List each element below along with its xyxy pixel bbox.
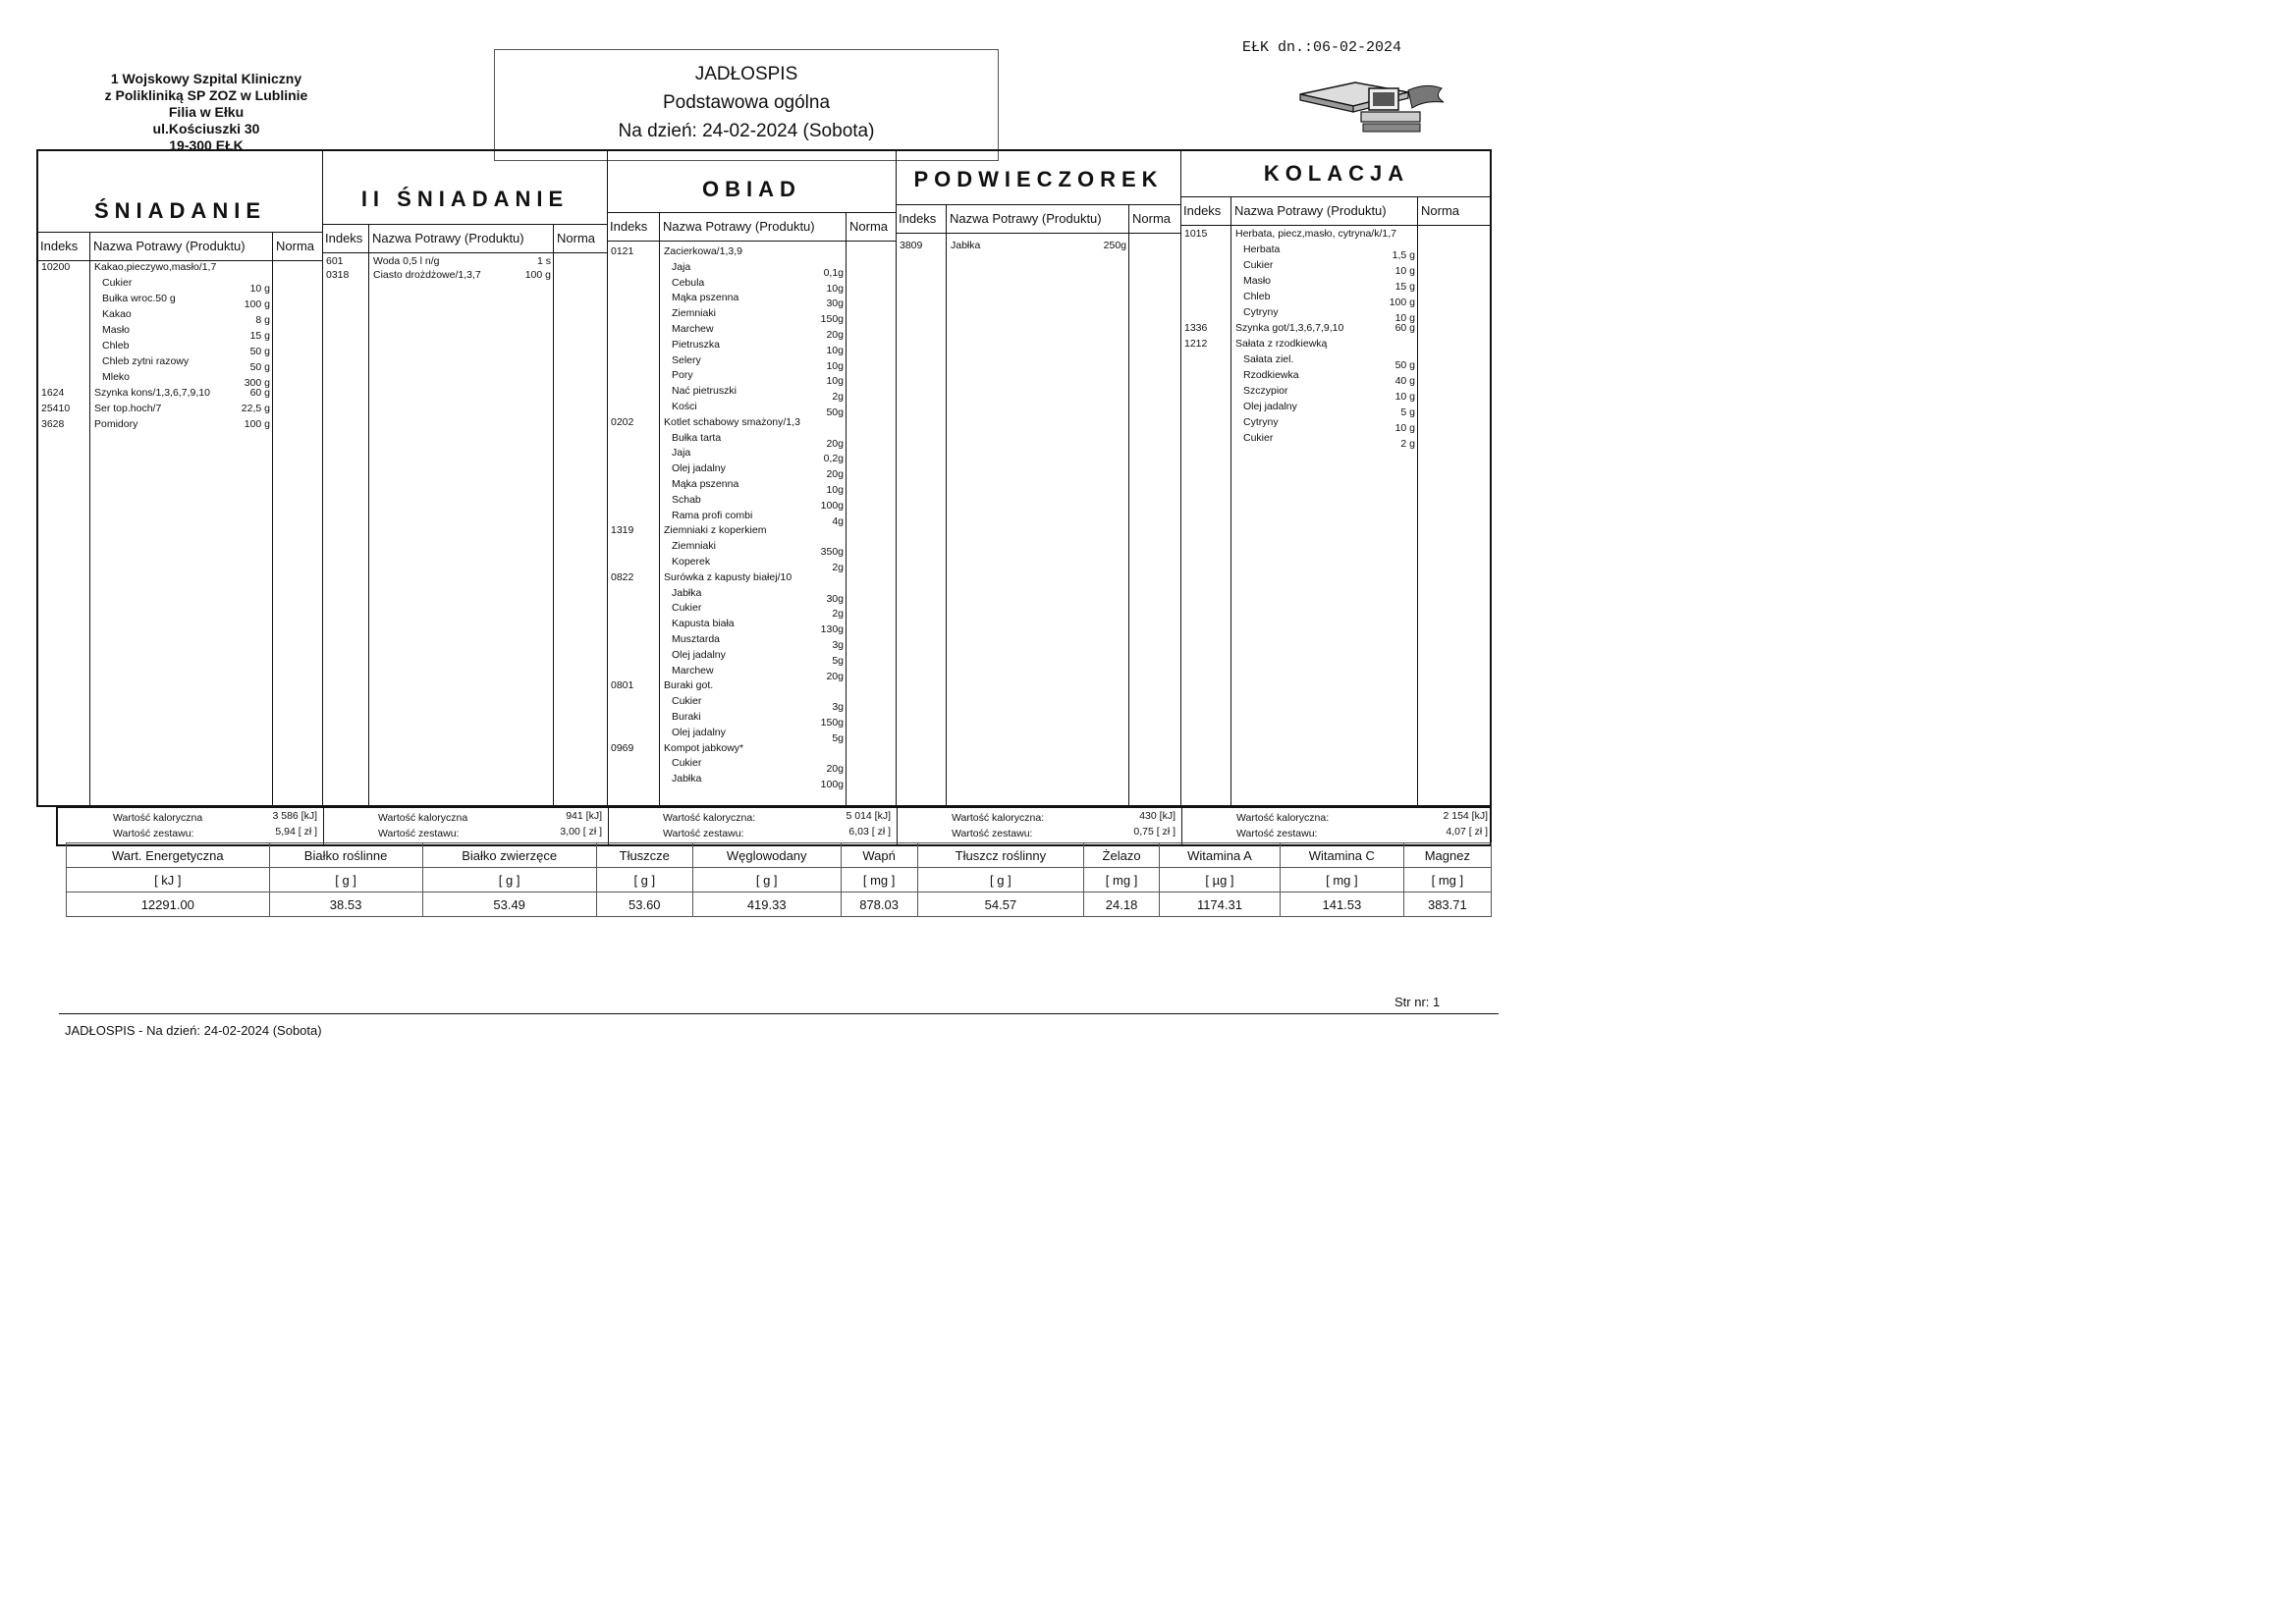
- row-norma: 10 g: [1394, 312, 1415, 324]
- header-index: Indeks: [610, 219, 648, 234]
- column-divider: [1417, 196, 1418, 805]
- row-index: 1015: [1184, 228, 1208, 240]
- meal-column: [608, 151, 897, 805]
- row-norma: 100g: [820, 779, 844, 791]
- row-product: Szynka kons/1,3,6,7,9,10: [94, 387, 210, 399]
- row-product: Schab: [672, 493, 701, 506]
- row-index: 1319: [611, 524, 634, 537]
- row-product: Woda 0,5 l n/g: [373, 255, 440, 267]
- hospital-line: Filia w Ełku: [168, 104, 245, 120]
- row-norma: 150g: [820, 313, 844, 326]
- footer-text: JADŁOSPIS - Na dzień: 24-02-2024 (Sobota): [65, 1023, 322, 1038]
- summary-value: 3,00 [ zł ]: [560, 826, 602, 838]
- row-norma: 3g: [832, 701, 844, 714]
- row-product: Ziemniaki: [672, 540, 716, 553]
- meal-name: II ŚNIADANIE: [360, 187, 570, 211]
- hospital-line: 19-300 EŁK: [169, 137, 244, 153]
- nutrition-value: 878.03: [841, 893, 917, 917]
- row-norma: 130g: [820, 623, 844, 636]
- row-product: Sałata z rzodkiewką: [1235, 338, 1328, 350]
- nutrition-label: Witamina A: [1159, 843, 1280, 868]
- row-norma: 10g: [826, 375, 844, 388]
- meal-name: KOLACJA: [1263, 161, 1410, 186]
- row-norma: 15 g: [1394, 281, 1415, 293]
- nutrition-label: Białko zwierzęce: [422, 843, 596, 868]
- nutrition-unit: [ mg ]: [1084, 868, 1160, 893]
- row-product: Chleb: [1243, 291, 1271, 302]
- row-product: Mleko: [102, 371, 131, 383]
- row-product: Mąka pszenna: [672, 478, 739, 490]
- summary-value: 3 586 [kJ]: [272, 810, 317, 822]
- nutrition-value: 54.57: [917, 893, 1084, 917]
- row-index: 0969: [611, 741, 634, 754]
- row-product: Musztarda: [672, 633, 721, 645]
- nutrition-unit: [ g ]: [917, 868, 1084, 893]
- row-product: Bułka tarta: [672, 431, 722, 444]
- row-norma: 100 g: [524, 269, 551, 281]
- row-product: Cukier: [672, 757, 702, 770]
- summary-value: 430 [kJ]: [1139, 810, 1175, 822]
- row-product: Szczypior: [1243, 385, 1288, 397]
- nutrition-label: Węglowodany: [692, 843, 841, 868]
- menu-table: [36, 149, 1492, 807]
- header-norma: Norma: [1421, 203, 1460, 218]
- row-norma: 20g: [826, 763, 844, 776]
- header-name: Nazwa Potrawy (Produktu): [372, 231, 524, 245]
- row-norma: 15 g: [249, 330, 270, 342]
- row-norma: 10 g: [249, 283, 270, 295]
- row-norma: 5g: [832, 654, 844, 667]
- meal-column: [897, 151, 1181, 805]
- row-norma: 20g: [826, 437, 844, 450]
- computer-book-icon: [1298, 81, 1446, 135]
- nutrition-unit: [ g ]: [692, 868, 841, 893]
- column-header: [1181, 196, 1492, 226]
- summary-label: Wartość kaloryczna: [378, 812, 468, 824]
- row-product: Herbata, piecz,masło, cytryna/k/1,7: [1235, 228, 1396, 240]
- summary-value: 6,03 [ zł ]: [848, 826, 891, 838]
- row-index: 1624: [41, 387, 65, 399]
- row-product: Olej jadalny: [672, 648, 726, 661]
- row-product: Ziemniaki z koperkiem: [664, 524, 767, 537]
- row-index: 0202: [611, 415, 634, 428]
- row-index: 1336: [1184, 322, 1208, 334]
- row-product: Cytryny: [1243, 306, 1279, 318]
- row-norma: 8 g: [255, 314, 270, 326]
- row-product: Herbata: [1243, 243, 1281, 255]
- nutrition-value: 53.60: [596, 893, 692, 917]
- nutrition-label: Magnez: [1403, 843, 1491, 868]
- row-index: 3628: [41, 418, 65, 430]
- meal-name: ŚNIADANIE: [93, 198, 266, 223]
- summary-value: 5 014 [kJ]: [846, 810, 891, 822]
- nutrition-label: Żelazo: [1084, 843, 1160, 868]
- summary-value: 4,07 [ zł ]: [1446, 826, 1488, 838]
- nutrition-label: Białko roślinne: [269, 843, 422, 868]
- row-product: Masło: [102, 324, 131, 336]
- row-product: Ciasto drożdżowe/1,3,7: [373, 269, 481, 281]
- row-norma: 60 g: [249, 387, 270, 399]
- nutrition-label: Tłuszcz roślinny: [917, 843, 1084, 868]
- hospital-line: z Polikliniką SP ZOZ w Lublinie: [104, 87, 308, 103]
- nutrition-table: [66, 842, 1492, 917]
- row-product: Jaja: [672, 447, 691, 460]
- row-product: Kotlet schabowy smażony/1,3: [664, 415, 800, 428]
- row-index: 0801: [611, 679, 634, 692]
- column-header: [323, 224, 607, 253]
- summary-divider: [897, 808, 898, 844]
- column-divider: [553, 224, 554, 805]
- nutrition-value: 53.49: [422, 893, 596, 917]
- row-norma: 20g: [826, 329, 844, 341]
- row-norma: 10g: [826, 359, 844, 372]
- row-norma: 2g: [832, 608, 844, 621]
- row-norma: 150g: [820, 717, 844, 729]
- row-product: Cebula: [672, 276, 705, 289]
- row-product: Olej jadalny: [672, 726, 726, 738]
- row-norma: 10 g: [1394, 265, 1415, 277]
- title-box: [494, 49, 999, 161]
- row-product: Chleb: [102, 340, 130, 352]
- header-index: Indeks: [1183, 203, 1222, 218]
- row-product: Marchew: [672, 664, 714, 676]
- diet-type: Podstawowa ogólna: [662, 92, 831, 113]
- column-divider: [846, 212, 847, 805]
- row-norma: 10 g: [1394, 422, 1415, 434]
- nutrition-label: Tłuszcze: [596, 843, 692, 868]
- row-norma: 100 g: [244, 298, 270, 310]
- hospital-address: [59, 71, 354, 154]
- row-product: Cukier: [1243, 259, 1274, 271]
- row-product: Kakao,pieczywo,masło/1,7: [94, 261, 217, 273]
- summary-label: Wartość kaloryczna: [113, 812, 203, 824]
- column-header: [608, 212, 896, 242]
- row-product: Kakao: [102, 308, 132, 320]
- column-divider: [368, 224, 369, 805]
- row-product: Cukier: [672, 602, 702, 615]
- nutrition-label: Witamina C: [1281, 843, 1404, 868]
- row-product: Buraki: [672, 711, 701, 723]
- row-product: Kości: [672, 401, 697, 412]
- row-norma: 250g: [1103, 240, 1126, 251]
- nutrition-value: 12291.00: [67, 893, 270, 917]
- row-product: Mąka pszenna: [672, 292, 739, 304]
- row-norma: 50 g: [1394, 359, 1415, 371]
- row-norma: 5g: [832, 731, 844, 744]
- row-norma: 0,1g: [823, 266, 844, 279]
- row-product: Chleb zytni razowy: [102, 355, 190, 367]
- row-norma: 100 g: [244, 418, 270, 430]
- meal-column: [1181, 151, 1492, 805]
- hospital-line: ul.Kościuszki 30: [152, 121, 260, 136]
- header-name: Nazwa Potrawy (Produktu): [950, 211, 1102, 226]
- nutrition-value: 141.53: [1281, 893, 1404, 917]
- row-product: Nać pietruszki: [672, 385, 737, 398]
- row-index: 1212: [1184, 338, 1208, 350]
- header-norma: Norma: [276, 239, 315, 253]
- header-norma: Norma: [849, 219, 889, 234]
- row-product: Rama profi combi: [672, 509, 753, 521]
- row-index: 3809: [900, 240, 923, 251]
- nutrition-value: 24.18: [1084, 893, 1160, 917]
- row-product: Cukier: [672, 695, 702, 708]
- page-number: Str nr: 1: [1394, 995, 1441, 1009]
- row-norma: 22,5 g: [241, 403, 270, 414]
- header-norma: Norma: [557, 231, 596, 245]
- row-norma: 10g: [826, 282, 844, 295]
- summary-value: 2 154 [kJ]: [1443, 810, 1488, 822]
- row-product: Pietruszka: [672, 338, 721, 351]
- row-product: Pory: [672, 369, 693, 382]
- column-divider: [946, 204, 947, 805]
- nutrition-value: 38.53: [269, 893, 422, 917]
- row-norma: 50 g: [249, 361, 270, 373]
- row-norma: 10 g: [1394, 391, 1415, 403]
- row-product: Kapusta biała: [672, 618, 735, 630]
- meal-name: OBIAD: [702, 177, 801, 201]
- row-product: Marchew: [672, 323, 714, 335]
- row-norma: 20g: [826, 468, 844, 481]
- summary-label: Wartość zestawu:: [378, 828, 460, 839]
- column-divider: [272, 232, 273, 805]
- summary-value: 0,75 [ zł ]: [1133, 826, 1175, 838]
- row-product: Buraki got.: [664, 679, 714, 692]
- row-product: Ser top.hoch/7: [94, 403, 162, 414]
- row-product: Kompot jabkowy*: [664, 741, 744, 754]
- row-norma: 4g: [832, 514, 844, 527]
- column-header: [38, 232, 322, 261]
- summary-divider: [323, 808, 324, 844]
- row-norma: 100 g: [1389, 297, 1415, 308]
- document-title: JADŁOSPIS: [694, 64, 798, 84]
- row-norma: 5 g: [1400, 406, 1415, 418]
- nutrition-label: Wart. Energetyczna: [67, 843, 270, 868]
- row-product: Bułka wroc.50 g: [102, 293, 176, 304]
- nutrition-unit: [ mg ]: [1403, 868, 1491, 893]
- row-product: Sałata ziel.: [1243, 353, 1294, 365]
- row-norma: 1,5 g: [1392, 249, 1415, 261]
- nutrition-label: Wapń: [841, 843, 917, 868]
- header-name: Nazwa Potrawy (Produktu): [93, 239, 246, 253]
- summary-label: Wartość kaloryczna:: [663, 812, 756, 824]
- nutrition-unit: [ g ]: [269, 868, 422, 893]
- row-norma: 40 g: [1394, 375, 1415, 387]
- row-norma: 0,2g: [823, 453, 844, 465]
- row-norma: 3g: [832, 639, 844, 651]
- header-index: Indeks: [40, 239, 79, 253]
- summary-value: 941 [kJ]: [566, 810, 602, 822]
- nutrition-unit: [ µg ]: [1159, 868, 1280, 893]
- nutrition-unit: [ g ]: [422, 868, 596, 893]
- row-norma: 2g: [832, 391, 844, 404]
- row-index: 25410: [41, 403, 71, 414]
- menu-date: Na dzień: 24-02-2024 (Sobota): [618, 121, 875, 141]
- row-product: Pomidory: [94, 418, 138, 430]
- row-product: Selery: [672, 353, 701, 366]
- summary-label: Wartość zestawu:: [113, 828, 194, 839]
- summary-value: 5,94 [ zł ]: [275, 826, 317, 838]
- row-product: Olej jadalny: [1243, 401, 1297, 412]
- row-norma: 30g: [826, 298, 844, 310]
- row-norma: 50g: [826, 406, 844, 418]
- row-norma: 350g: [820, 546, 844, 559]
- header-name: Nazwa Potrawy (Produktu): [1234, 203, 1387, 218]
- column-header: [897, 204, 1180, 234]
- row-product: Cytryny: [1243, 416, 1279, 428]
- row-norma: 20g: [826, 670, 844, 682]
- row-product: Ziemniaki: [672, 307, 716, 320]
- row-product: Szynka got/1,3,6,7,9,10: [1235, 322, 1344, 334]
- row-norma: 30g: [826, 592, 844, 605]
- row-norma: 100g: [820, 499, 844, 512]
- meal-column: [323, 151, 608, 805]
- header-norma: Norma: [1132, 211, 1172, 226]
- row-index: 0121: [611, 245, 634, 257]
- column-divider: [1128, 204, 1129, 805]
- row-product: Surówka z kapusty białej/10: [664, 570, 793, 583]
- row-norma: 300 g: [244, 377, 270, 389]
- summary-divider: [608, 808, 609, 844]
- print-date: EŁK dn.:06-02-2024: [1242, 39, 1402, 56]
- row-product: Jabłka: [672, 773, 702, 785]
- row-product: Jabłka: [672, 586, 702, 599]
- summary-label: Wartość kaloryczna:: [1236, 812, 1330, 824]
- row-norma: 10g: [826, 484, 844, 496]
- header-index: Indeks: [325, 231, 363, 245]
- nutrition-unit: [ g ]: [596, 868, 692, 893]
- row-product: Cukier: [102, 277, 133, 289]
- nutrition-value: 419.33: [692, 893, 841, 917]
- nutrition-value: 383.71: [1403, 893, 1491, 917]
- header-index: Indeks: [899, 211, 937, 226]
- row-index: 10200: [41, 261, 71, 273]
- meal-name: PODWIECZOREK: [913, 167, 1164, 191]
- row-norma: 2g: [832, 562, 844, 573]
- nutrition-value: 1174.31: [1159, 893, 1280, 917]
- summary-label: Wartość zestawu:: [1236, 828, 1318, 839]
- column-divider: [1230, 196, 1231, 805]
- row-norma: 1 s: [536, 255, 551, 267]
- column-divider: [89, 232, 90, 805]
- row-index: 601: [326, 255, 344, 267]
- row-norma: 50 g: [249, 346, 270, 357]
- meal-column: [38, 151, 323, 805]
- row-product: Koperek: [672, 556, 711, 568]
- header-name: Nazwa Potrawy (Produktu): [663, 219, 815, 234]
- nutrition-unit: [ kJ ]: [67, 868, 270, 893]
- row-index: 0318: [326, 269, 350, 281]
- row-index: 0822: [611, 570, 634, 583]
- footer-divider: [59, 1013, 1499, 1014]
- summary-label: Wartość zestawu:: [663, 828, 744, 839]
- hospital-line: 1 Wojskowy Szpital Kliniczny: [110, 71, 302, 86]
- row-product: Olej jadalny: [672, 462, 726, 475]
- row-norma: 10g: [826, 344, 844, 356]
- row-product: Zacierkowa/1,3,9: [664, 245, 742, 257]
- row-product: Rzodkiewka: [1243, 369, 1299, 381]
- nutrition-unit: [ mg ]: [841, 868, 917, 893]
- meal-summary-row: [56, 807, 1492, 846]
- column-divider: [659, 212, 660, 805]
- row-product: Jaja: [672, 260, 691, 273]
- row-product: Masło: [1243, 275, 1272, 287]
- summary-label: Wartość zestawu:: [952, 828, 1033, 839]
- row-product: Jabłka: [951, 240, 981, 251]
- row-norma: 60 g: [1394, 322, 1415, 334]
- row-norma: 2 g: [1400, 438, 1415, 450]
- row-product: Cukier: [1243, 432, 1274, 444]
- summary-label: Wartość kaloryczna:: [952, 812, 1045, 824]
- summary-divider: [1181, 808, 1182, 844]
- nutrition-unit: [ mg ]: [1281, 868, 1404, 893]
